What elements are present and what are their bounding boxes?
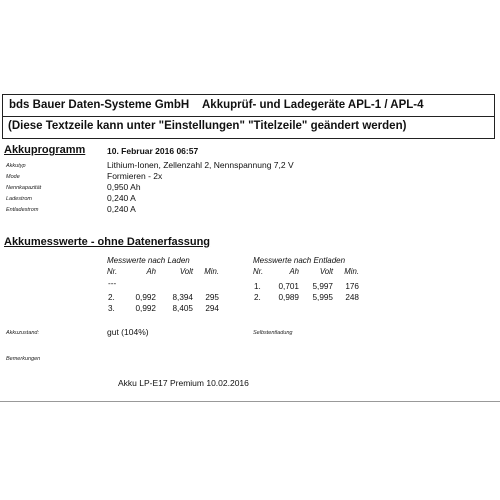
charge-row2-nr: 2. <box>108 293 115 302</box>
charge-title: Messwerte nach Laden <box>107 256 190 265</box>
value-entladestrom: 0,240 A <box>107 204 136 214</box>
header-divider <box>2 116 495 117</box>
value-mode: Formieren - 2x <box>107 171 163 181</box>
page-bottom-divider <box>0 401 500 402</box>
value-akkutyp: Lithium-Ionen, Zellenzahl 2, Nennspannung 7,2 V <box>107 160 294 170</box>
discharge-row2-volt: 5,995 <box>312 293 333 302</box>
discharge-row2-nr: 2. <box>254 293 261 302</box>
discharge-row2-min: 248 <box>345 293 359 302</box>
discharge-col-min: Min. <box>344 267 359 276</box>
charge-row2-ah: 0,992 <box>135 293 156 302</box>
charge-row3-ah: 0,992 <box>135 304 156 313</box>
charge-col-ah: Ah <box>146 267 156 276</box>
discharge-title: Messwerte nach Entladen <box>253 256 346 265</box>
condition-label: Akkuzustand: <box>6 330 40 336</box>
charge-row2-volt: 8,394 <box>172 293 193 302</box>
charge-col-volt: Volt <box>179 267 193 276</box>
remarks-value: Akku LP-E17 Premium 10.02.2016 <box>118 378 249 388</box>
discharge-row1-min: 176 <box>345 282 359 291</box>
charge-row2-min: 295 <box>205 293 219 302</box>
program-datetime: 10. Februar 2016 06:57 <box>107 146 199 156</box>
discharge-col-nr: Nr. <box>253 267 264 276</box>
value-nennkapazitaet: 0,950 Ah <box>107 182 141 192</box>
selfdischarge-label: Selbstentladung <box>253 330 293 336</box>
device-name: Akkuprüf- und Ladegeräte APL-1 / APL-4 <box>202 99 424 111</box>
charge-row3-volt: 8,405 <box>172 304 193 313</box>
discharge-col-ah: Ah <box>289 267 299 276</box>
charge-row3-nr: 3. <box>108 304 115 313</box>
remarks-label: Bemerkungen <box>6 356 41 362</box>
charge-row1-nr: --- <box>108 279 117 288</box>
value-ladestrom: 0,240 A <box>107 193 136 203</box>
condition-value: gut (104%) <box>107 327 149 337</box>
measurements-heading: Akkumesswerte - ohne Datenerfassung <box>4 236 211 248</box>
discharge-row1-nr: 1. <box>254 282 261 291</box>
label-entladestrom: Entladestrom <box>6 207 39 213</box>
charge-col-min: Min. <box>204 267 219 276</box>
label-nennkapazitaet: Nennkapazität <box>6 185 42 191</box>
program-heading: Akkuprogramm <box>4 144 86 156</box>
discharge-row1-volt: 5,997 <box>312 282 333 291</box>
company-name: bds Bauer Daten-Systeme GmbH <box>9 99 190 111</box>
label-akkutyp: Akkutyp <box>6 163 26 169</box>
charge-col-nr: Nr. <box>107 267 118 276</box>
label-ladestrom: Ladestrom <box>6 196 32 202</box>
discharge-col-volt: Volt <box>319 267 333 276</box>
charge-row3-min: 294 <box>205 304 219 313</box>
discharge-row2-ah: 0,989 <box>278 293 299 302</box>
label-mode: Mode <box>6 174 20 180</box>
title-note: (Diese Textzeile kann unter "Einstellungen" "Titelzeile" geändert werden) <box>8 120 407 132</box>
discharge-row1-ah: 0,701 <box>278 282 299 291</box>
